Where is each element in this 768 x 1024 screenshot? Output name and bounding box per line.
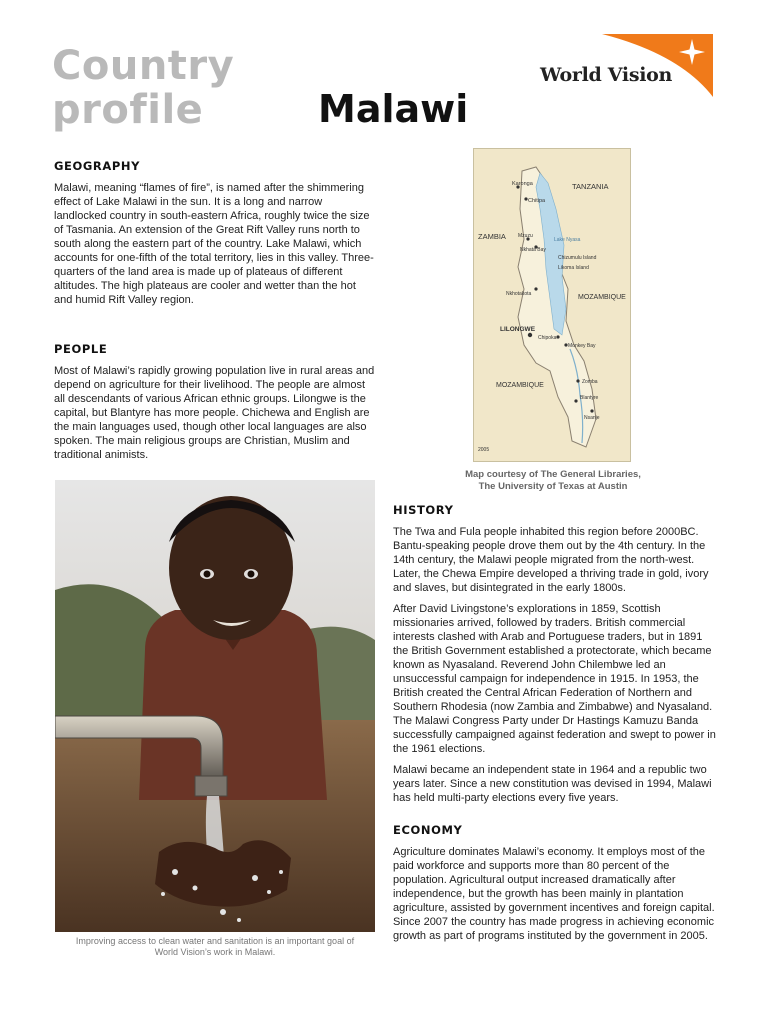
history-paragraph-1: The Twa and Fula people inhabited this region before 2000BC. Bantu-speaking people drove them out by the 4th century. In the 14th century, the Malawi people migrated from the north-west. Later, the Chewa Empire developed a thriving trade in gold, ivory and slaves, but disintegrated in the early 1800s. — [393, 526, 709, 594]
economy-text: Agriculture dominates Malawi’s economy. It employs most of the paid workforce and supports more than 80 percent of the population. Agricultural output increased dramatically after independence, but the growth has been mainly in plantation agriculture, assisted by government incentives and foreign capital. Since 2007 the country has made progress in achieving economic growth as part of programs instituted by the government in 2005. — [393, 846, 715, 942]
map-label-blantyre: Blantyre — [580, 395, 599, 401]
map-label-monkey-bay: Monkey Bay — [568, 343, 596, 349]
photo-caption-line-2: World Vision’s work in Malawi. — [154, 947, 276, 957]
history-paragraph-3: Malawi became an independent state in 1964 and a republic two years later. Since a new constitution was devised in 1994, Malawi has held multi-party elections every five years. — [393, 764, 712, 804]
map-label-chipoka: Chipoka — [538, 335, 557, 341]
map-label-nkhotakota: Nkhotakota — [506, 291, 532, 297]
brand-name: World Vision — [540, 64, 673, 86]
malawi-map — [473, 148, 631, 462]
world-vision-logo — [540, 34, 720, 104]
economy-heading: ECONOMY — [393, 823, 463, 837]
geography-heading: GEOGRAPHY — [54, 159, 141, 173]
economy-section — [393, 823, 718, 950]
kicker-line-profile: profile — [52, 87, 204, 133]
photo-caption-line-1: Improving access to clean water and sanitation is an important goal of — [75, 936, 355, 946]
map-label-mozambique-east: MOZAMBIQUE — [578, 294, 626, 301]
map-label-chitipa: Chitipa — [528, 198, 546, 204]
history-paragraph-2: After David Livingstone’s explorations in 1859, Scottish missionaries arrived, followed by traders. British commercial interests clashed with Arab and Portuguese traders, but in 1891 the British Government established a protectorate, which became known as Nyasaland. Reverend John Chilembwe led an unsuccessful campaign for independence in 1915. In 1953, the British created the Central African Federation of Northern and Southern Rhodesia (now Zambia and Zimbabwe) and Nyasaland. The Malawi Congress Party under Dr Hastings Kamuzu Banda successfully campaigned against federation and swept to power in the 1961 elections. — [393, 603, 716, 755]
photo-caption — [55, 936, 375, 958]
history-section — [393, 503, 718, 812]
map-label-lake: Lake Nyasa — [554, 237, 581, 243]
map-label-mozambique-west: MOZAMBIQUE — [496, 382, 544, 389]
map-label-karonga: Karonga — [512, 181, 533, 187]
history-heading: HISTORY — [393, 503, 454, 517]
photo-illustration — [55, 480, 375, 932]
map-label-mzuzu: Mzuzu — [518, 233, 533, 239]
page-title: Malawi — [318, 87, 469, 131]
map-label-year: 2005 — [478, 447, 490, 453]
map-graphic — [474, 149, 630, 461]
map-caption-line-2: The University of Texas at Austin — [478, 481, 628, 492]
map-label-chizumulu: Chizumulu Island — [558, 255, 597, 261]
map-label-zomba: Zomba — [582, 379, 598, 385]
map-caption-line-1: Map courtesy of The General Libraries, — [465, 469, 641, 480]
kicker-line-country: Country — [52, 43, 235, 89]
child-water-photo — [55, 480, 375, 932]
map-caption — [440, 469, 666, 493]
map-label-likoma: Likoma Island — [558, 265, 589, 271]
people-heading: PEOPLE — [54, 342, 108, 356]
map-label-nsanje: Nsanje — [584, 415, 600, 421]
map-label-tanzania: TANZANIA — [572, 182, 609, 191]
map-label-nkhata-bay: Nkhata Bay — [520, 247, 546, 253]
map-label-lilongwe: LILONGWE — [500, 326, 536, 333]
people-text: Most of Malawi’s rapidly growing population live in rural areas and depend on agriculture for their livelihood. The people are almost all descendants of various African ethnic groups. Lilongwe is the capital, but Blantyre has more people. Chichewa and English are the main languages used, though other local languages are also spoken. The main religious groups are Christian, Muslim and traditional animists. — [54, 365, 375, 461]
people-section — [54, 342, 376, 469]
document-kicker — [52, 44, 234, 132]
geography-text: Malawi, meaning “flames of fire”, is named after the shimmering effect of Lake Malawi in the sun. It is a long and narrow landlocked country in south-eastern Africa, roughly twice the size of Tasmania. An extension of the Great Rift Valley runs north to south along the eastern part of the country. Lake Malawi, which accounts for one-fifth of the total territory, lies in this valley. Three-quarters of the land area is made up of plateaus of different altitudes. The high plateaus are cooler and wetter than the hot and humid Rift Valley region. — [54, 182, 374, 306]
map-label-zambia: ZAMBIA — [478, 232, 506, 241]
geography-section — [54, 159, 376, 314]
